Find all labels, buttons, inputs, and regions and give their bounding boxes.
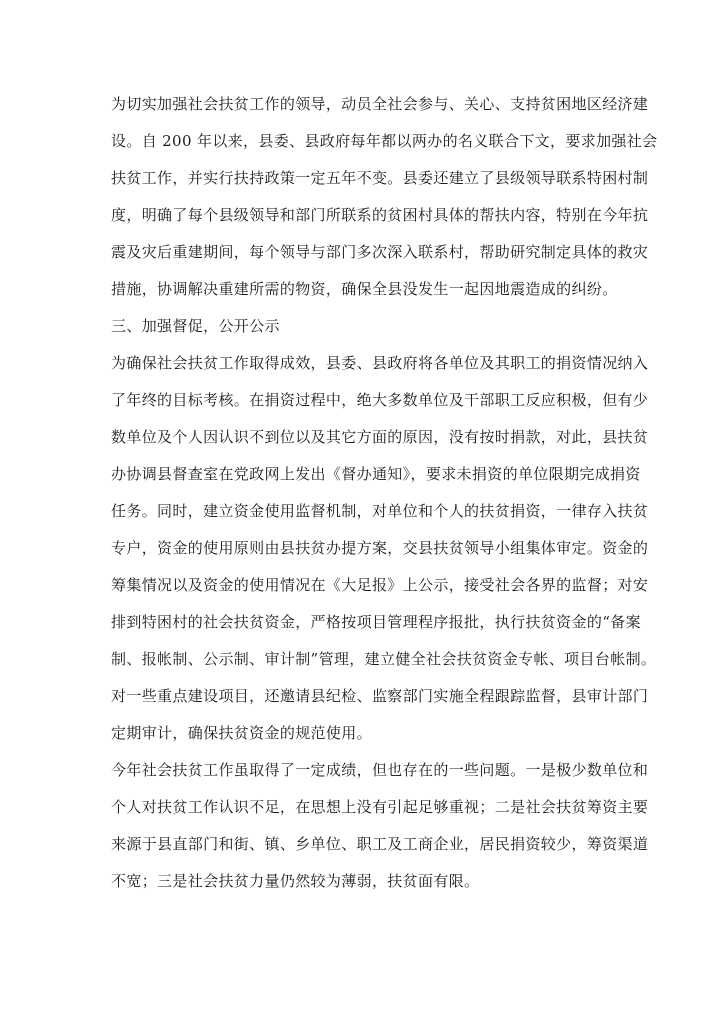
paragraph-line: 个人对扶贫工作认识不足，在思想上没有引起足够重视；二是社会扶贫筹资主要 xyxy=(111,798,649,816)
paragraph-line: 今年社会扶贫工作虽取得了一定成绩，但也存在的一些问题。一是极少数单位和 xyxy=(111,761,649,779)
paragraph-line: 为确保社会扶贫工作取得成效，县委、县政府将各单位及其职工的捐资情况纳入 xyxy=(111,354,649,372)
paragraph-line: 来源于县直部门和街、镇、乡单位、职工及工商企业，居民捐资较少，筹资渠道 xyxy=(111,835,649,853)
paragraph-line: 为切实加强社会扶贫工作的领导，动员全社会参与、关心、支持贫困地区经济建 xyxy=(111,95,649,113)
paragraph-line: 不宽；三是社会扶贫力量仍然较为薄弱，扶贫面有限。 xyxy=(111,872,480,890)
paragraph-line: 扶贫工作，并实行扶持政策一定五年不变。县委还建立了县级领导联系特困村制 xyxy=(111,169,649,187)
paragraph-line: 震及灾后重建期间，每个领导与部门多次深入联系村，帮助研究制定具体的救灾 xyxy=(111,243,649,261)
paragraph-line: 专户，资金的使用原则由县扶贫办提方案，交县扶贫领导小组集体审定。资金的 xyxy=(111,539,649,557)
paragraph-line: 度，明确了每个县级领导和部门所联系的贫困村具体的帮扶内容，特别在今年抗 xyxy=(111,206,649,224)
paragraph-line: 筹集情况以及资金的使用情况在《大足报》上公示，接受社会各界的监督；对安 xyxy=(111,576,649,594)
paragraph-line: 设。自 200 年以来，县委、县政府每年都以两办的名义联合下文，要求加强社会 xyxy=(111,132,658,150)
paragraph-line: 制、报帐制、公示制、审计制”管理，建立健全社会扶贫资金专帐、项目台帐制。 xyxy=(111,650,657,668)
paragraph-line: 定期审计，确保扶贫资金的规范使用。 xyxy=(111,724,372,742)
section-heading: 三、加强督促，公开公示 xyxy=(111,317,280,335)
paragraph-line: 任务。同时，建立资金使用监督机制，对单位和个人的扶贫捐资，一律存入扶贫 xyxy=(111,502,649,520)
paragraph-line: 数单位及个人因认识不到位以及其它方面的原因，没有按时捐款，对此，县扶贫 xyxy=(111,428,649,446)
paragraph-line: 对一些重点建设项目，还邀请县纪检、监察部门实施全程跟踪监督，县审计部门 xyxy=(111,687,649,705)
paragraph-line: 办协调县督查室在党政网上发出《督办通知》，要求未捐资的单位限期完成捐资 xyxy=(111,465,641,483)
paragraph-line: 排到特困村的社会扶贫资金，严格按项目管理程序报批，执行扶贫资金的“备案 xyxy=(111,613,641,631)
paragraph-line: 措施，协调解决重建所需的物资，确保全县没发生一起因地震造成的纠纷。 xyxy=(111,280,618,298)
paragraph-line: 了年终的目标考核。在捐资过程中，绝大多数单位及干部职工反应积极，但有少 xyxy=(111,391,649,409)
